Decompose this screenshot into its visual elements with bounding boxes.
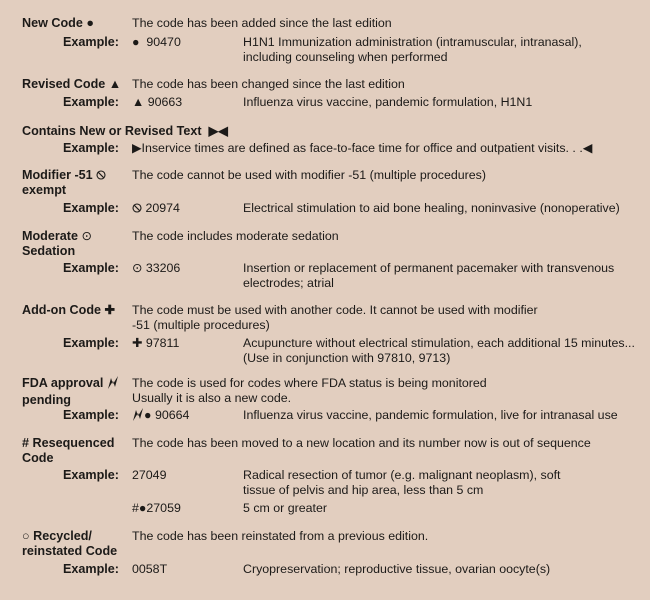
desc-line: Influenza virus vaccine, pandemic formulation, live for intranasal use bbox=[243, 408, 618, 422]
desc-line: H1N1 Immunization administration (intramuscular, intranasal), bbox=[243, 35, 582, 49]
desc-line: Electrical stimulation to aid bone healing, noninvasive (nonoperative) bbox=[243, 201, 620, 215]
example-label: Example: bbox=[63, 468, 119, 482]
open-circle-icon: ○ bbox=[22, 529, 30, 543]
example-code bbox=[132, 95, 182, 110]
term-label: Code bbox=[22, 450, 54, 465]
term-new-revised-text bbox=[22, 124, 228, 139]
example-code bbox=[132, 35, 181, 50]
term-label: FDA approval bbox=[22, 376, 104, 390]
term-label: Contains New or Revised Text bbox=[22, 124, 202, 138]
filled-circle-icon: ● bbox=[144, 408, 152, 422]
desc-line: Cryopreservation; reproductive tissue, ovarian oocyte(s) bbox=[243, 562, 551, 576]
example-description bbox=[243, 95, 643, 110]
example-code: 27049 bbox=[132, 468, 167, 482]
term-label: Revised Code bbox=[22, 77, 106, 91]
term-label: Recycled/ bbox=[33, 529, 92, 543]
example-code: 0058T bbox=[132, 562, 168, 576]
term-label: New Code bbox=[22, 16, 83, 30]
term-moderate-sedation bbox=[22, 229, 132, 258]
definition: The code has been changed since the last edition bbox=[132, 77, 405, 91]
circled-dot-icon: ⊙ bbox=[81, 229, 93, 243]
example-description: 5 cm or greater bbox=[243, 501, 328, 515]
example-label: Example: bbox=[63, 562, 119, 576]
triangle-icon: ▲ bbox=[132, 95, 145, 109]
lightning-bolt-icon bbox=[132, 408, 144, 425]
term-modifier-51-exempt bbox=[22, 168, 132, 197]
plus-icon: ✚ bbox=[104, 303, 116, 317]
code-number: 33206 bbox=[145, 261, 181, 275]
example-label: Example: bbox=[63, 336, 119, 350]
desc-line: Radical resection of tumor (e.g. malignant neoplasm), soft bbox=[243, 468, 561, 482]
example-label: Example: bbox=[63, 95, 119, 109]
def-line: -51 (multiple procedures) bbox=[132, 317, 270, 332]
example-description bbox=[243, 201, 643, 216]
desc-line: Influenza virus vaccine, pandemic formulation, H1N1 bbox=[243, 95, 533, 109]
lightning-bolt-icon bbox=[107, 376, 119, 393]
term-label: Moderate bbox=[22, 229, 78, 243]
circled-dot-icon: ⊙ bbox=[132, 261, 143, 275]
code-number: 20974 bbox=[145, 201, 180, 215]
desc-line: Insertion or replacement of permanent pacemaker with transvenous bbox=[243, 261, 615, 275]
example-description bbox=[243, 468, 643, 497]
filled-circle-icon: ● bbox=[132, 35, 140, 49]
example-description bbox=[243, 408, 643, 423]
term-label: pending bbox=[22, 392, 71, 407]
desc-line: electrodes; atrial bbox=[243, 275, 334, 290]
example-code bbox=[132, 336, 179, 351]
term-new-code bbox=[22, 16, 132, 31]
hash-filled-circle-icon: #● bbox=[132, 501, 147, 515]
example-description bbox=[243, 35, 643, 64]
term-label: # Resequenced bbox=[22, 436, 115, 450]
prohibited-icon bbox=[96, 168, 106, 183]
code-number: 90663 bbox=[147, 95, 183, 109]
def-line: Usually it is also a new code. bbox=[132, 390, 292, 405]
filled-circle-icon: ● bbox=[86, 16, 94, 30]
definition bbox=[132, 376, 632, 405]
code-number: 27059 bbox=[146, 501, 181, 515]
prohibited-icon bbox=[132, 201, 142, 215]
definition: The code includes moderate sedation bbox=[132, 229, 339, 243]
def-line: The code must be used with another code. It cannot be used with modifier bbox=[132, 303, 538, 317]
term-label: Add-on Code bbox=[22, 303, 102, 317]
definition: The code cannot be used with modifier -51 (multiple procedures) bbox=[132, 168, 487, 182]
example-label: Example: bbox=[63, 201, 119, 215]
example-description bbox=[243, 562, 643, 577]
term-label: Sedation bbox=[22, 243, 76, 258]
code-number: 90470 bbox=[146, 35, 181, 49]
term-resequenced-code bbox=[22, 436, 132, 465]
term-label: reinstated Code bbox=[22, 543, 118, 558]
term-add-on-code bbox=[22, 303, 132, 318]
definition: The code has been moved to a new location and its number now is out of sequence bbox=[132, 436, 591, 450]
example-description bbox=[243, 336, 643, 365]
example-label: Example: bbox=[63, 35, 119, 49]
example-code bbox=[132, 201, 180, 216]
desc-line: Acupuncture without electrical stimulation, each additional 15 minutes... bbox=[243, 336, 635, 350]
desc-line: tissue of pelvis and hip area, less than 5 cm bbox=[243, 482, 484, 497]
desc-line: including counseling when performed bbox=[243, 49, 448, 64]
right-triangle-icon: ▶ bbox=[132, 141, 142, 155]
term-recycled-code bbox=[22, 529, 132, 558]
code-number: 90664 bbox=[154, 408, 190, 422]
definition: The code has been added since the last edition bbox=[132, 16, 392, 30]
term-fda-approval-pending bbox=[22, 376, 132, 407]
triangle-pair-icon: ▶◀ bbox=[208, 124, 228, 138]
term-label: exempt bbox=[22, 182, 67, 197]
definition bbox=[132, 303, 632, 332]
example-code bbox=[132, 501, 181, 516]
example-sentence: Inservice times are defined as face-to-face time for office and outpatient visits. . . bbox=[141, 141, 583, 155]
term-revised-code bbox=[22, 77, 132, 92]
example-label: Example: bbox=[63, 141, 119, 155]
code-number: 97811 bbox=[145, 336, 180, 350]
left-triangle-icon: ◀ bbox=[582, 141, 593, 155]
example-text bbox=[132, 141, 642, 156]
definition: The code has been reinstated from a previous edition. bbox=[132, 529, 429, 543]
term-label: Modifier -51 bbox=[22, 168, 93, 182]
example-description bbox=[243, 261, 643, 290]
example-code bbox=[132, 261, 180, 276]
example-label: Example: bbox=[63, 261, 119, 275]
triangle-icon: ▲ bbox=[108, 77, 122, 91]
example-code bbox=[132, 408, 189, 425]
example-label: Example: bbox=[63, 408, 119, 422]
def-line: The code is used for codes where FDA status is being monitored bbox=[132, 376, 487, 390]
plus-icon: ✚ bbox=[132, 336, 143, 350]
desc-line: (Use in conjunction with 97810, 9713) bbox=[243, 350, 451, 365]
